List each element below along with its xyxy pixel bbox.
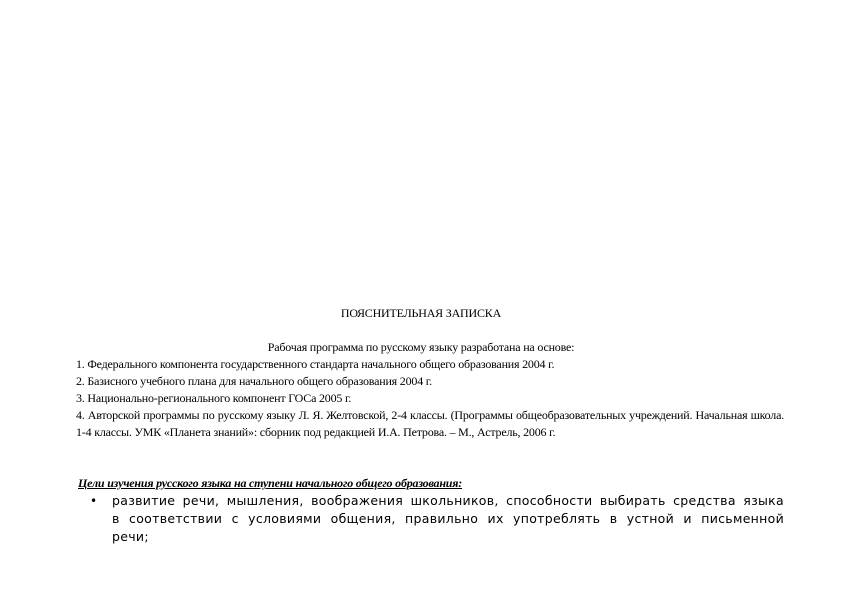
basis-item: 3. Национально-регионального компонент ГОСа 2005 г. (76, 391, 352, 405)
basis-item: 2. Базисного учебного плана для начального общего образования 2004 г. (76, 374, 432, 388)
goals-heading: Цели изучения русского языка на ступени начального общего образования: (78, 476, 463, 490)
bullet-icon: • (90, 494, 98, 508)
basis-item: 1. Федерального компонента государственного стандарта начального общего образования 2004 г. (76, 357, 555, 371)
goal-text: развитие речи, мышления, воображения школьников, способности выбирать средства языка в соответствии с условиями общения, правильно их употреблять в устной и письменной речи; (112, 493, 784, 544)
basis-item: 4. Авторской программы по русскому языку Л. Я. Желтовской, 2-4 классы. (Программы общеобразовательных учреждений. Начальная школа. 1-4 классы. УМК «Планета знаний»: сборник под редакцией И.А. Петрова. – М., Астрель, 2006 г. (76, 408, 784, 439)
goals-list (88, 492, 784, 546)
document-title: ПОЯСНИТЕЛЬНАЯ ЗАПИСКА (340, 306, 502, 320)
goal-item (88, 492, 784, 546)
intro-line: Рабочая программа по русскому языку разработана на основе: (267, 340, 575, 354)
basis-list (76, 356, 784, 441)
